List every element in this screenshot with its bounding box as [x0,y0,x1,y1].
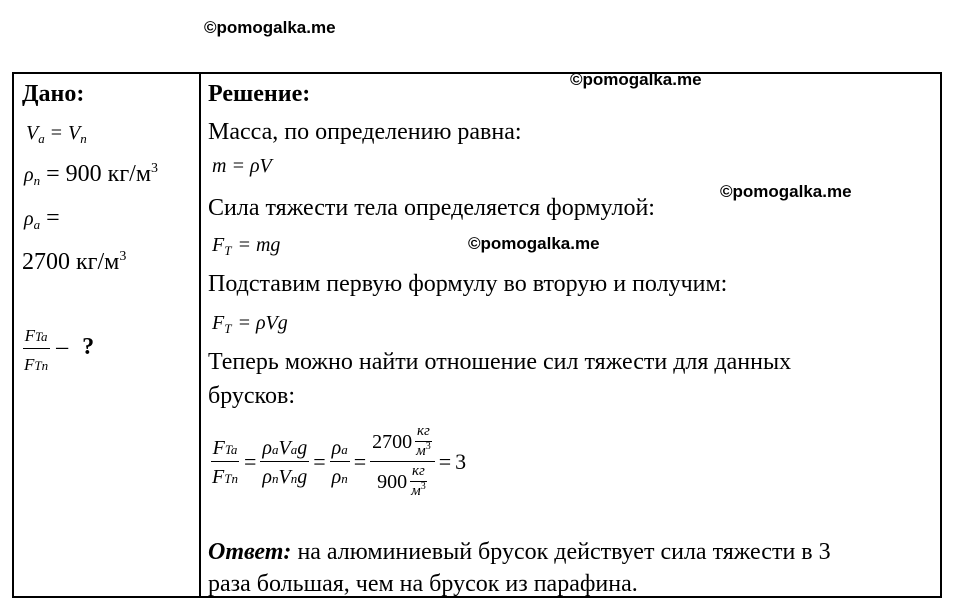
gravity-density-sub: T [224,321,232,336]
ratio-num-unit-num: кг [415,424,432,442]
formula-gravity-density [212,310,288,334]
solution-heading: Решение: [208,81,311,107]
gravity-f: F [212,234,225,256]
gravity-rhs: = mg [237,234,281,256]
find-fraction [22,322,50,375]
volume-eq-sign: = [50,122,62,144]
watermark-top: ©pomogalka.me [204,18,336,37]
find-question-mark: ? [82,334,95,361]
given-rho-a [24,206,60,230]
ratio-eq-3: = [353,448,367,474]
problem-table [12,72,942,598]
solution-line-4a: Теперь можно найти отношение сил тяжести для данных [208,349,792,375]
ratio-result: 3 [455,448,467,474]
solution-line-2: Сила тяжести тела определяется формулой: [208,195,655,221]
find-dash: – [56,334,69,361]
rho-n-sub: n [33,173,41,188]
given-rho-n [24,162,158,186]
ratio-num-unit-den: м [416,443,426,459]
find-num: F [24,326,35,345]
answer-line-1 [208,540,831,564]
given-volume-equality [26,120,87,144]
ratio-den-unit-den: м [411,483,421,499]
volume-n-sub: n [80,131,87,146]
formula-mass: m = ρV [212,155,272,177]
given-heading: Дано: [22,81,85,107]
rho-n-symbol: ρ [24,164,34,186]
volume-a-symbol: V [26,122,39,144]
answer-text-1: на алюминиевый брусок действует сила тяжести в 3 [291,539,831,565]
ratio-frac-expanded: $\frac{\text{ρaVag}}{\text{ρnVng}}$ [262,437,308,488]
find-den: F [24,355,35,374]
ratio-den-unit-num: кг [410,464,427,482]
solution-line-4b: брусков: [208,383,295,409]
gravity-sub: T [224,243,232,258]
rho-n-power: 3 [151,161,159,176]
ratio-den-value: 900 [377,470,408,493]
rho-a-power: 3 [119,249,127,264]
gravity-density-rhs: = ρVg [237,312,288,334]
given-find [22,322,94,375]
formula-gravity [212,232,280,256]
ratio-frac-values [370,424,435,499]
ratio-num-unit-power: 3 [425,441,431,452]
ratio-den-unit-power: 3 [420,481,426,492]
ratio-eq-4: = [438,448,452,474]
ratio-frac-forces: $\frac{\text{FTa}}{\text{FTn}}$ [212,437,238,488]
gravity-density-f: F [212,312,225,334]
rho-a-sub: a [33,217,41,232]
solution-line-1: Масса, по определению равна: [208,119,522,145]
ratio-num-value: 2700 [372,430,413,453]
watermark-solution-3: ©pomogalka.me [468,234,600,253]
rho-a-eq-sign: = [46,205,60,231]
volume-n-symbol: V [68,122,81,144]
answer-label: Ответ: [208,539,292,565]
find-den-sub: Tn [34,358,49,373]
rho-a-symbol: ρ [24,208,34,230]
rho-a-value: 2700 кг/м [22,249,120,275]
rho-n-eq-sign: = [46,161,60,187]
find-num-sub: Ta [34,329,48,344]
column-divider [199,74,201,596]
ratio-formula [210,424,466,499]
given-rho-a-value [22,250,126,274]
watermark-solution-2: ©pomogalka.me [720,182,852,201]
solution-line-3: Подставим первую формулу во вторую и получим: [208,271,728,297]
answer-line-2: раза большая, чем на брусок из парафина. [208,571,638,597]
ratio-frac-density: $\frac{\rho a}{\rho n}$ [331,437,348,488]
ratio-eq-1: = [243,448,257,474]
ratio-eq-2: = [313,448,326,474]
rho-n-value: 900 кг/м [65,161,152,187]
volume-a-sub: a [38,131,45,146]
watermark-solution-1: ©pomogalka.me [570,70,702,89]
